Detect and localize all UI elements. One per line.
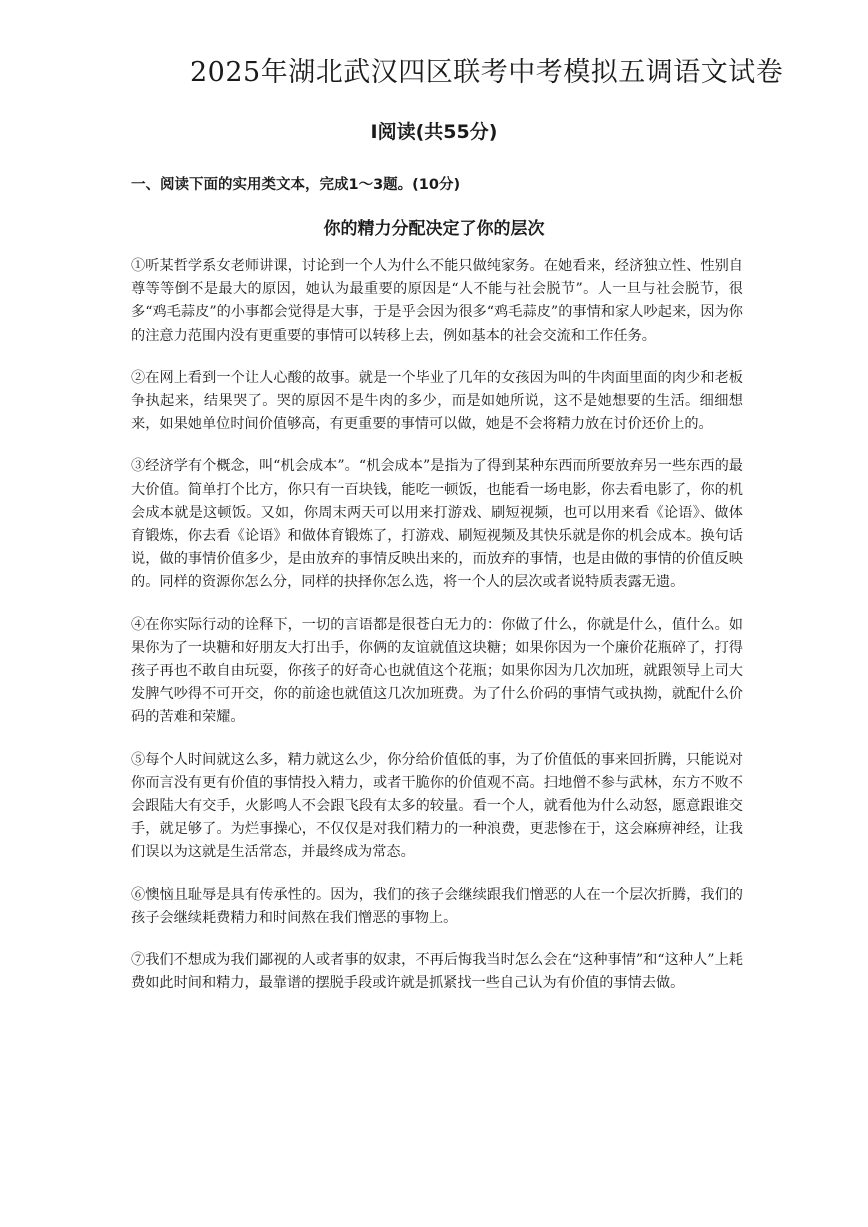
paragraph-7: ⑦我们不想成为我们鄙视的人或者事的奴隶，不再后悔我当时怎么会在“这种事情”和“这种人”上耗费如此时间和精力，最靠谱的摆脱手段或许就是抓紧找一些自己认为有价值的事情去做。 bbox=[131, 952, 743, 992]
paragraph-3: ③经济学有个概念，叫“机会成本”。“机会成本”是指为了得到某种东西而所要放弃另一些东西的最大价值。简单打个比方，你只有一百块钱，能吃一顿饭，也能看一场电影，你去看电影了，你的机会成本就是这顿饭。又如，你周末两天可以用来打游戏、刷短视频，也可以用来看《论语》、做体育锻炼，你去看《论语》和做体育锻炼了，打游戏、刷短视频及其快乐就是你的机会成本。换句话说，做的事情价值多少，是由放弃的事情反映出来的，而放弃的事情，也是由做的事情的价值反映的。同样的资源你怎么分，同样的抉择你怎么选，将一个人的层次或者说特质表露无遗。 bbox=[131, 458, 743, 591]
paragraph-4: ④在你实际行动的诠释下，一切的言语都是很苍白无力的：你做了什么，你就是什么，值什么。如果你为了一块糖和好朋友大打出手，你俩的友谊就值这块糖；如果你因为一个廉价花瓶碎了，打得孩子再也不敢自由玩耍，你孩子的好奇心也就值这个花瓶；如果你因为几次加班，就跟领导上司大发脾气吵得不可开交，你的前途也就值这几次加班费。为了什么价码的事情气或执拗，就配什么价码的苦难和荣耀。 bbox=[131, 616, 743, 726]
article-title: 你的精力分配决定了你的层次 bbox=[323, 219, 545, 239]
article-body bbox=[131, 255, 743, 1014]
question-heading: 一、阅读下面的实用类文本，完成1～3题。(10分) bbox=[131, 177, 461, 193]
paragraph-6: ⑥懊恼且耻辱是具有传承性的。因为，我们的孩子会继续跟我们憎恶的人在一个层次折腾，我们的孩子会继续耗费精力和时间熬在我们憎恶的事物上。 bbox=[131, 886, 743, 926]
paragraph-1: ①听某哲学系女老师讲课，讨论到一个人为什么不能只做纯家务。在她看来，经济独立性、性别自尊等等倒不是最大的原因，她认为最重要的原因是“人不能与社会脱节”。人一旦与社会脱节，很多“鸡毛蒜皮”的小事都会觉得是大事，于是乎会因为很多“鸡毛蒜皮”的事情和家人吵起来，因为你的注意力范围内没有更重要的事情可以转移上去，例如基本的社会交流和工作任务。 bbox=[131, 258, 743, 344]
document-title: 2025年湖北武汉四区联考中考模拟五调语文试卷 bbox=[190, 57, 784, 88]
paragraph-5: ⑤每个人时间就这么多，精力就这么少，你分给价值低的事，为了价值低的事来回折腾，只能说对你而言没有更有价值的事情投入精力，或者干脆你的价值观不高。扫地僧不参与武林，东方不败不会跟陆大有交手，火影鸣人不会跟飞段有太多的较量。看一个人，就看他为什么动怒，愿意跟谁交手，就足够了。为烂事操心，不仅仅是对我们精力的一种浪费，更悲惨在于，这会麻痹神经，让我们误以为这就是生活常态，并最终成为常态。 bbox=[131, 751, 743, 861]
section-heading: Ⅰ阅读(共55分) bbox=[370, 121, 498, 143]
paragraph-2: ②在网上看到一个让人心酸的故事。就是一个毕业了几年的女孩因为叫的牛肉面里面的肉少和老板争执起来，结果哭了。哭的原因不是牛肉的多少，而是如她所说，这不是她想要的生活。细细想来，如果她单位时间价值够高，有更重要的事情可以做，她是不会将精力放在讨价还价上的。 bbox=[131, 369, 743, 433]
